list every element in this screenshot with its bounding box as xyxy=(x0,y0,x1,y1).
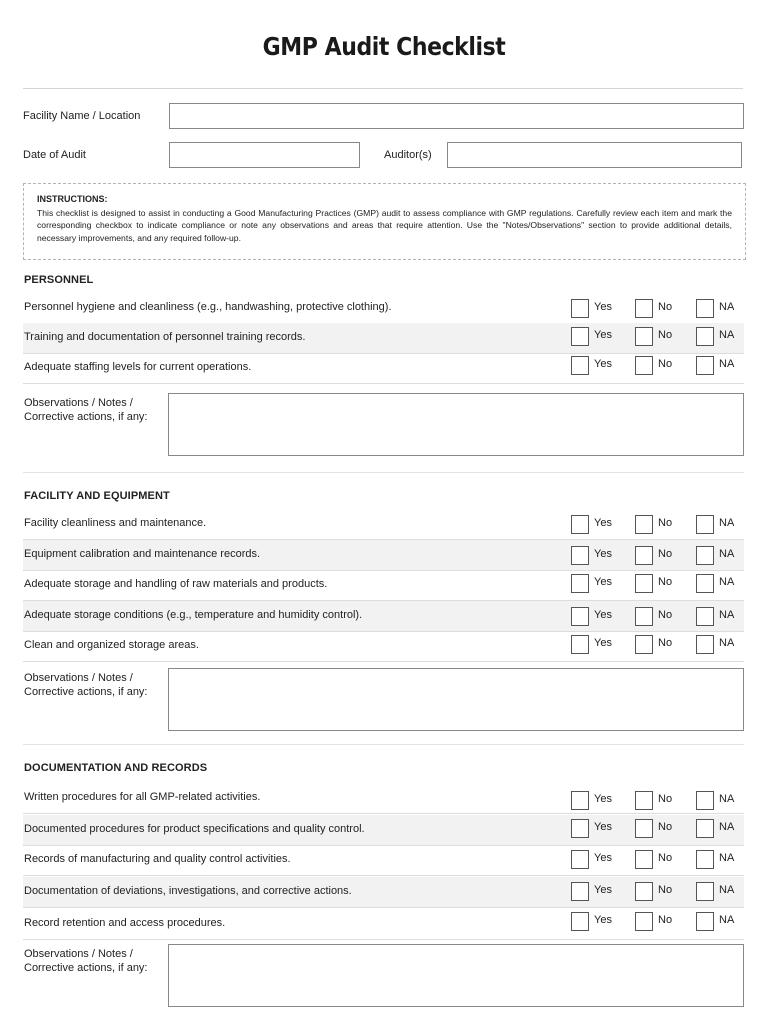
yes-label: Yes xyxy=(594,884,612,896)
yes-checkbox[interactable] xyxy=(571,356,589,375)
no-label: No xyxy=(658,301,673,313)
checklist-row xyxy=(23,815,744,846)
no-label: No xyxy=(658,576,673,588)
checklist-row xyxy=(23,601,744,632)
na-checkbox[interactable] xyxy=(696,882,714,901)
checklist-item-text: Documented procedures for product specifications and quality control. xyxy=(24,823,365,835)
na-checkbox[interactable] xyxy=(696,574,714,593)
notes-label: Observations / Notes / Corrective actions, if any: xyxy=(24,672,148,698)
no-checkbox[interactable] xyxy=(635,882,653,901)
yes-label: Yes xyxy=(594,609,612,621)
yes-checkbox[interactable] xyxy=(571,327,589,346)
na-label: NA xyxy=(719,329,735,341)
checklist-item-text: Adequate staffing levels for current operations. xyxy=(24,361,252,373)
title-divider xyxy=(23,88,743,89)
na-checkbox[interactable] xyxy=(696,327,714,346)
na-checkbox[interactable] xyxy=(696,819,714,838)
yes-label: Yes xyxy=(594,637,612,649)
checklist-item-text: Documentation of deviations, investigations, and corrective actions. xyxy=(24,885,352,897)
notes-textarea[interactable] xyxy=(168,668,744,731)
no-label: No xyxy=(658,329,673,341)
yes-checkbox[interactable] xyxy=(571,574,589,593)
no-label: No xyxy=(658,609,673,621)
no-checkbox[interactable] xyxy=(635,607,653,626)
auditor-label: Auditor(s) xyxy=(384,149,432,161)
checklist-item-text: Facility cleanliness and maintenance. xyxy=(24,517,207,529)
checklist-row xyxy=(23,353,744,384)
yes-checkbox[interactable] xyxy=(571,515,589,534)
na-label: NA xyxy=(719,358,735,370)
no-label: No xyxy=(658,637,673,649)
section-heading: FACILITY AND EQUIPMENT xyxy=(24,490,170,502)
facility-label: Facility Name / Location xyxy=(23,110,141,122)
na-label: NA xyxy=(719,914,735,926)
no-label: No xyxy=(658,884,673,896)
yes-checkbox[interactable] xyxy=(571,635,589,654)
no-label: No xyxy=(658,517,673,529)
na-label: NA xyxy=(719,637,735,649)
na-checkbox[interactable] xyxy=(696,635,714,654)
auditor-field[interactable] xyxy=(447,142,742,168)
na-label: NA xyxy=(719,517,735,529)
yes-checkbox[interactable] xyxy=(571,850,589,869)
page-title: GMP Audit Checklist xyxy=(262,32,506,61)
no-checkbox[interactable] xyxy=(635,546,653,565)
no-checkbox[interactable] xyxy=(635,515,653,534)
na-checkbox[interactable] xyxy=(696,791,714,810)
notes-textarea[interactable] xyxy=(168,944,744,1007)
section-heading: DOCUMENTATION AND RECORDS xyxy=(24,762,208,774)
instructions-box xyxy=(23,183,746,260)
no-checkbox[interactable] xyxy=(635,299,653,318)
checklist-item-text: Records of manufacturing and quality control activities. xyxy=(24,853,291,865)
checklist-row xyxy=(23,631,744,662)
no-label: No xyxy=(658,914,673,926)
yes-label: Yes xyxy=(594,576,612,588)
yes-checkbox[interactable] xyxy=(571,607,589,626)
facility-field[interactable] xyxy=(169,103,744,129)
no-label: No xyxy=(658,821,673,833)
yes-checkbox[interactable] xyxy=(571,912,589,931)
checklist-item-text: Clean and organized storage areas. xyxy=(24,639,199,651)
na-label: NA xyxy=(719,821,735,833)
na-checkbox[interactable] xyxy=(696,356,714,375)
instructions-heading: INSTRUCTIONS: xyxy=(37,194,108,204)
yes-label: Yes xyxy=(594,301,612,313)
yes-checkbox[interactable] xyxy=(571,791,589,810)
na-label: NA xyxy=(719,793,735,805)
checklist-item-text: Record retention and access procedures. xyxy=(24,917,226,929)
notes-label: Observations / Notes / Corrective actions, if any: xyxy=(24,948,148,974)
yes-label: Yes xyxy=(594,821,612,833)
na-checkbox[interactable] xyxy=(696,850,714,869)
checklist-row xyxy=(23,909,744,940)
no-checkbox[interactable] xyxy=(635,635,653,654)
yes-label: Yes xyxy=(594,793,612,805)
no-label: No xyxy=(658,852,673,864)
yes-label: Yes xyxy=(594,329,612,341)
no-label: No xyxy=(658,358,673,370)
no-checkbox[interactable] xyxy=(635,912,653,931)
no-checkbox[interactable] xyxy=(635,819,653,838)
checklist-item-text: Training and documentation of personnel training records. xyxy=(24,331,306,343)
no-checkbox[interactable] xyxy=(635,850,653,869)
checklist-item-text: Equipment calibration and maintenance records. xyxy=(24,548,261,560)
yes-label: Yes xyxy=(594,517,612,529)
yes-checkbox[interactable] xyxy=(571,299,589,318)
section-divider xyxy=(23,472,744,473)
yes-label: Yes xyxy=(594,914,612,926)
no-checkbox[interactable] xyxy=(635,327,653,346)
checklist-row xyxy=(23,783,744,814)
checklist-item-text: Adequate storage conditions (e.g., temperature and humidity control). xyxy=(24,609,363,621)
na-checkbox[interactable] xyxy=(696,299,714,318)
yes-checkbox[interactable] xyxy=(571,882,589,901)
na-label: NA xyxy=(719,852,735,864)
yes-label: Yes xyxy=(594,852,612,864)
na-checkbox[interactable] xyxy=(696,607,714,626)
no-checkbox[interactable] xyxy=(635,356,653,375)
no-checkbox[interactable] xyxy=(635,791,653,810)
checklist-row xyxy=(23,293,744,324)
yes-label: Yes xyxy=(594,358,612,370)
no-label: No xyxy=(658,793,673,805)
checklist-item-text: Personnel hygiene and cleanliness (e.g., handwashing, protective clothing). xyxy=(24,301,392,313)
date-field[interactable] xyxy=(169,142,360,168)
checklist-row xyxy=(23,509,744,540)
yes-checkbox[interactable] xyxy=(571,819,589,838)
no-checkbox[interactable] xyxy=(635,574,653,593)
na-label: NA xyxy=(719,609,735,621)
instructions-body: This checklist is designed to assist in conducting a Good Manufacturing Practices (GMP) audit to assess compliance with GMP regulations. Carefully review each item and mark the corresponding checkbox to indicate compliance or note any observations and areas that require attention. Use the "Notes/Observations" section to provide additional details, necessary improvements, and any required follow-up. xyxy=(37,208,732,243)
yes-checkbox[interactable] xyxy=(571,546,589,565)
na-label: NA xyxy=(719,301,735,313)
checklist-row xyxy=(23,877,744,908)
notes-textarea[interactable] xyxy=(168,393,744,456)
na-label: NA xyxy=(719,884,735,896)
na-checkbox[interactable] xyxy=(696,546,714,565)
notes-label: Observations / Notes / Corrective actions, if any: xyxy=(24,397,148,423)
section-heading: PERSONNEL xyxy=(24,274,94,286)
checklist-item-text: Adequate storage and handling of raw materials and products. xyxy=(24,578,328,590)
checklist-item-text: Written procedures for all GMP-related activities. xyxy=(24,791,261,803)
section-divider xyxy=(23,744,744,745)
yes-label: Yes xyxy=(594,548,612,560)
na-label: NA xyxy=(719,548,735,560)
na-checkbox[interactable] xyxy=(696,515,714,534)
checklist-row xyxy=(23,845,744,876)
date-label: Date of Audit xyxy=(23,149,86,161)
checklist-row xyxy=(23,540,744,571)
na-checkbox[interactable] xyxy=(696,912,714,931)
checklist-row xyxy=(23,570,744,601)
checklist-row xyxy=(23,323,744,354)
no-label: No xyxy=(658,548,673,560)
na-label: NA xyxy=(719,576,735,588)
